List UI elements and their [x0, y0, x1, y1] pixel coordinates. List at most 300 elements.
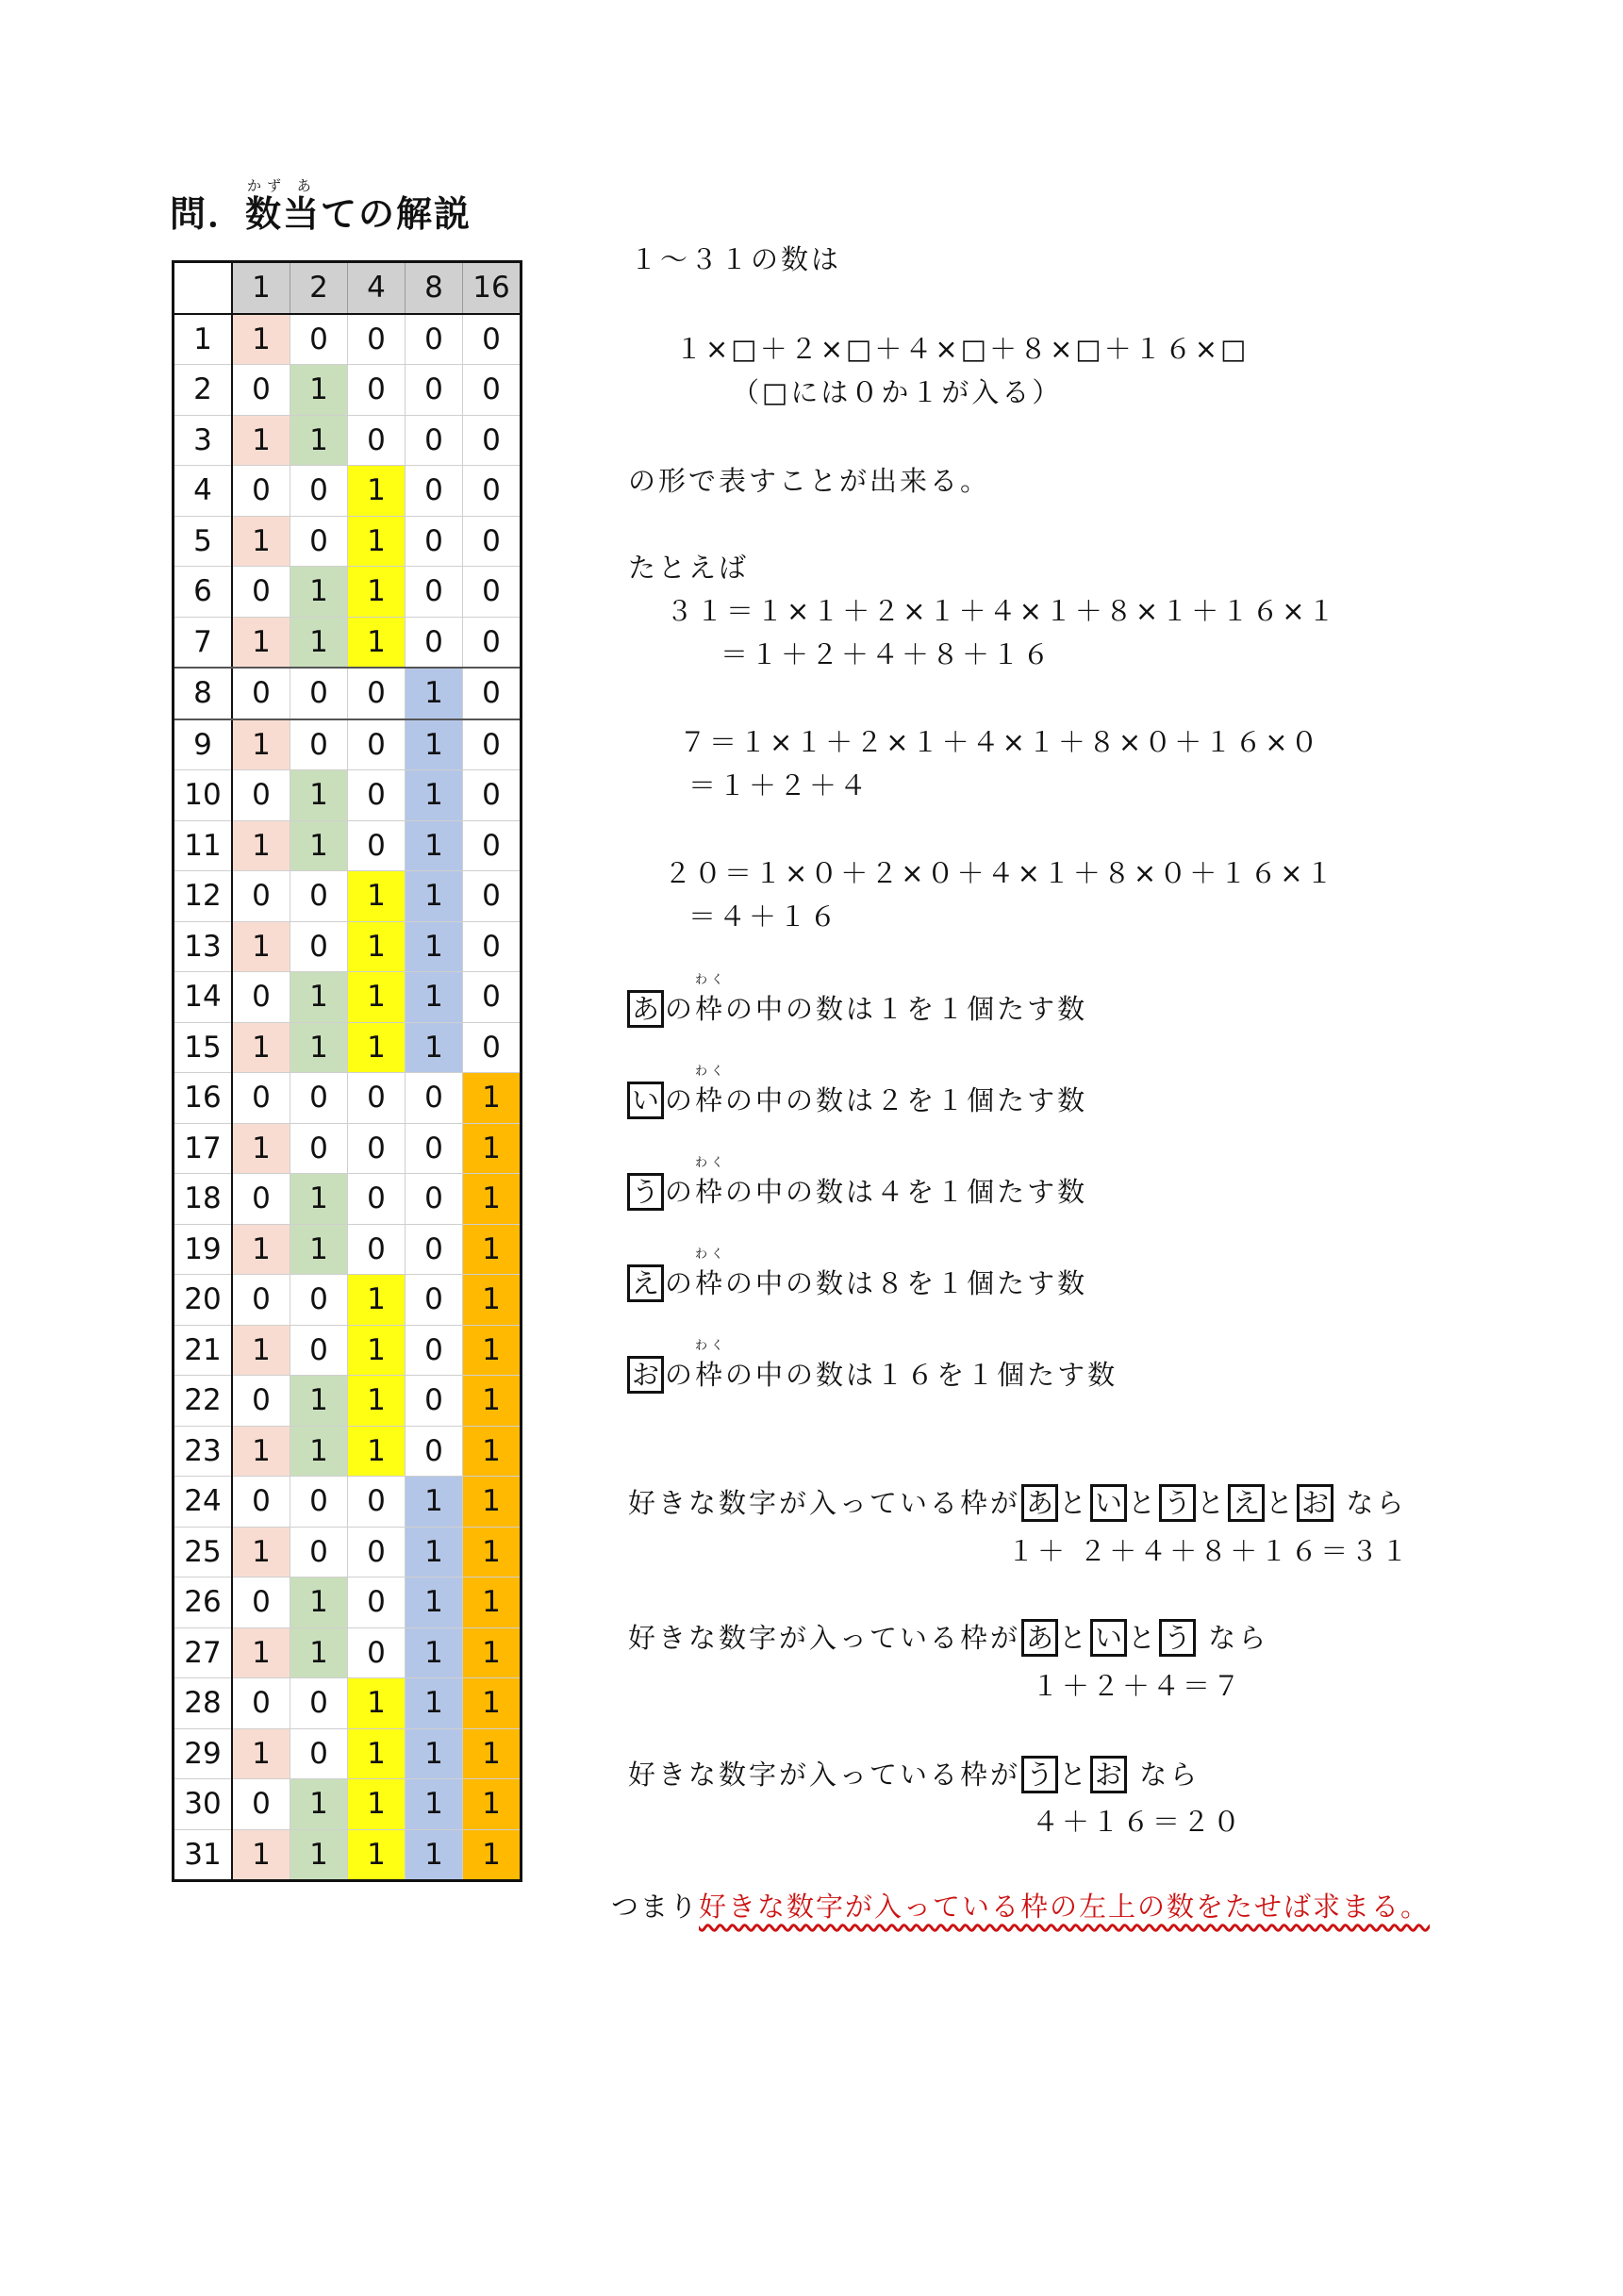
- bit-cell-2: 1: [290, 1627, 348, 1678]
- waku-kanji: 枠: [695, 1176, 726, 1208]
- bit-cell-2: 1: [290, 770, 348, 821]
- frame-text-a: の中の数は: [725, 1176, 877, 1208]
- table-row: [174, 1275, 522, 1326]
- bit-cell-4: 0: [348, 1627, 406, 1678]
- bit-cell-1: 1: [232, 415, 290, 466]
- form-line: の形で表すことが出来る。: [628, 465, 991, 497]
- bit-cell-4: 0: [348, 1123, 406, 1174]
- row-number: 1: [174, 314, 233, 365]
- case-3-result: ４＋１６＝２０: [1032, 1806, 1244, 1838]
- frame-label-box: お: [627, 1356, 664, 1394]
- waku-with-ruby: [695, 1156, 728, 1210]
- waku-ruby: わく: [695, 973, 728, 987]
- bit-cell-1: 0: [232, 668, 290, 719]
- bit-cell-8: 0: [406, 415, 463, 466]
- bit-cell-4: 0: [348, 415, 406, 466]
- frame-number: ２: [876, 1084, 907, 1116]
- conclusion: [611, 1886, 1430, 1924]
- bit-cell-8: 1: [406, 1477, 463, 1528]
- table-row: [174, 921, 522, 972]
- row-number: 29: [174, 1728, 233, 1779]
- waku-with-ruby: [695, 1065, 728, 1118]
- bit-cell-4: 1: [348, 567, 406, 618]
- bit-cell-8: 0: [406, 567, 463, 618]
- example-20-line2: ＝４＋１６: [688, 900, 840, 933]
- bit-cell-1: 1: [232, 1728, 290, 1779]
- bit-cell-4: 1: [348, 1022, 406, 1073]
- bit-cell-1: 1: [232, 617, 290, 668]
- bit-cell-8: 1: [406, 1527, 463, 1577]
- table-row: [174, 314, 522, 365]
- table-row: [174, 1325, 522, 1376]
- bit-cell-2: 1: [290, 1829, 348, 1881]
- row-number: 16: [174, 1073, 233, 1124]
- frame-line: [626, 1156, 1088, 1211]
- table-row: [174, 1678, 522, 1729]
- row-number: 24: [174, 1477, 233, 1528]
- formula-note: （□には０か１が入る）: [732, 376, 1063, 408]
- table-row: [174, 1073, 522, 1124]
- bit-cell-2: 0: [290, 871, 348, 922]
- bit-cell-4: 0: [348, 314, 406, 365]
- case-3: [628, 1754, 1200, 1793]
- bit-cell-4: 0: [348, 365, 406, 416]
- bit-cell-4: 1: [348, 921, 406, 972]
- table-row: [174, 365, 522, 416]
- waku-with-ruby: [695, 973, 728, 1027]
- example-31-line1: ３１＝１×１＋２×１＋４×１＋８×１＋１６×１: [666, 595, 1338, 627]
- bit-cell-2: 0: [290, 466, 348, 517]
- bit-cell-16: 1: [463, 1123, 522, 1174]
- bit-cell-8: 0: [406, 1073, 463, 1124]
- bit-cell-16: 0: [463, 314, 522, 365]
- bit-cell-2: 1: [290, 1426, 348, 1477]
- waku-kanji: 枠: [695, 1359, 726, 1391]
- table-row: [174, 1376, 522, 1427]
- bit-cell-16: 1: [463, 1577, 522, 1628]
- box-o: お: [1090, 1756, 1127, 1793]
- frame-text-a: の中の数は: [725, 1359, 877, 1391]
- bit-cell-1: 0: [232, 567, 290, 618]
- table-row: [174, 770, 522, 821]
- bit-cell-1: 0: [232, 365, 290, 416]
- box-u: う: [1159, 1619, 1196, 1657]
- bit-cell-2: 0: [290, 1728, 348, 1779]
- header-8: 8: [406, 262, 463, 314]
- bit-cell-2: 1: [290, 972, 348, 1023]
- row-number: 3: [174, 415, 233, 466]
- row-number: 26: [174, 1577, 233, 1628]
- bit-cell-2: 1: [290, 365, 348, 416]
- table-row: [174, 1627, 522, 1678]
- table-row: [174, 1477, 522, 1528]
- page-title: 問．数当ての解説: [170, 193, 472, 235]
- bit-cell-4: 1: [348, 1325, 406, 1376]
- bit-cell-1: 1: [232, 1123, 290, 1174]
- table-row: [174, 1829, 522, 1881]
- bit-cell-16: 1: [463, 1073, 522, 1124]
- bit-cell-16: 1: [463, 1426, 522, 1477]
- bit-cell-8: 0: [406, 1325, 463, 1376]
- bit-cell-1: 0: [232, 1477, 290, 1528]
- table-row: [174, 1426, 522, 1477]
- table-row: [174, 1527, 522, 1577]
- bit-cell-8: 0: [406, 1426, 463, 1477]
- bit-cell-16: 1: [463, 1477, 522, 1528]
- row-number: 13: [174, 921, 233, 972]
- row-number: 8: [174, 668, 233, 719]
- bit-cell-8: 1: [406, 1678, 463, 1729]
- frame-label-box: う: [627, 1173, 664, 1211]
- bit-cell-4: 1: [348, 972, 406, 1023]
- bit-cell-4: 1: [348, 1779, 406, 1830]
- frame-number: １: [876, 993, 907, 1025]
- row-number: 2: [174, 365, 233, 416]
- bit-cell-1: 0: [232, 1174, 290, 1225]
- bit-cell-1: 1: [232, 719, 290, 770]
- frame-text-b: を１個たす数: [906, 1084, 1088, 1116]
- bit-cell-8: 0: [406, 1376, 463, 1427]
- row-number: 5: [174, 516, 233, 567]
- header-2: 2: [290, 262, 348, 314]
- case-suffix: なら: [1197, 1622, 1269, 1654]
- and-word: と: [1128, 1487, 1159, 1519]
- case-1: [628, 1482, 1406, 1522]
- bit-cell-8: 1: [406, 1728, 463, 1779]
- table-row: [174, 567, 522, 618]
- frame-no: の: [665, 1176, 696, 1208]
- row-number: 27: [174, 1627, 233, 1678]
- case-suffix: なら: [1128, 1759, 1201, 1791]
- waku-kanji: 枠: [695, 1084, 726, 1116]
- box-i: い: [1090, 1619, 1127, 1657]
- bit-cell-16: 0: [463, 719, 522, 770]
- bit-cell-1: 0: [232, 871, 290, 922]
- frame-line: [626, 1065, 1088, 1119]
- bit-cell-8: 1: [406, 1577, 463, 1628]
- bit-cell-16: 0: [463, 617, 522, 668]
- bit-cell-1: 0: [232, 1678, 290, 1729]
- table-row: [174, 1022, 522, 1073]
- bit-cell-16: 1: [463, 1627, 522, 1678]
- bit-cell-16: 1: [463, 1174, 522, 1225]
- frame-label-box: あ: [627, 990, 664, 1028]
- example-label: たとえば: [628, 552, 750, 584]
- bit-cell-16: 1: [463, 1527, 522, 1577]
- box-o: お: [1297, 1484, 1333, 1522]
- bit-cell-4: 1: [348, 466, 406, 517]
- table-row: [174, 972, 522, 1023]
- bit-cell-1: 1: [232, 1426, 290, 1477]
- bit-cell-8: 1: [406, 820, 463, 871]
- table-row: [174, 719, 522, 770]
- bit-cell-4: 1: [348, 1426, 406, 1477]
- bit-cell-8: 1: [406, 1829, 463, 1881]
- bit-cell-1: 1: [232, 1527, 290, 1577]
- row-number: 19: [174, 1224, 233, 1275]
- bit-cell-2: 0: [290, 1678, 348, 1729]
- frame-text-b: を１個たす数: [906, 1176, 1088, 1208]
- bit-cell-16: 1: [463, 1376, 522, 1427]
- bit-cell-1: 1: [232, 1829, 290, 1881]
- bit-cell-1: 0: [232, 972, 290, 1023]
- waku-ruby: わく: [695, 1247, 728, 1262]
- bit-cell-8: 1: [406, 972, 463, 1023]
- bit-cell-1: 1: [232, 1325, 290, 1376]
- and-word: と: [1197, 1487, 1228, 1519]
- frame-text-b: を１個たす数: [906, 993, 1088, 1025]
- box-u: う: [1021, 1756, 1058, 1793]
- bit-cell-16: 0: [463, 567, 522, 618]
- bit-cell-1: 0: [232, 1275, 290, 1326]
- bit-cell-16: 0: [463, 871, 522, 922]
- bit-cell-8: 1: [406, 871, 463, 922]
- case-prefix: 好きな数字が入っている枠が: [628, 1759, 1021, 1791]
- bit-cell-8: 0: [406, 466, 463, 517]
- bit-cell-16: 1: [463, 1829, 522, 1881]
- bit-cell-2: 1: [290, 820, 348, 871]
- waku-kanji: 枠: [695, 1267, 726, 1299]
- bit-cell-2: 1: [290, 567, 348, 618]
- conclusion-prefix: つまり: [611, 1891, 700, 1923]
- frame-line: [626, 1247, 1088, 1302]
- bit-cell-8: 0: [406, 314, 463, 365]
- bit-cell-4: 1: [348, 1376, 406, 1427]
- bit-cell-1: 0: [232, 770, 290, 821]
- bit-cell-2: 0: [290, 1325, 348, 1376]
- header-1: 1: [232, 262, 290, 314]
- example-7-line1: ７＝１×１＋２×１＋４×１＋８×０＋１６×０: [679, 726, 1321, 758]
- bit-cell-16: 1: [463, 1325, 522, 1376]
- case-1-result: １＋ ２＋４＋８＋１６＝３１: [1007, 1535, 1412, 1567]
- frame-text-a: の中の数は: [725, 1267, 877, 1299]
- frame-no: の: [665, 1084, 696, 1116]
- bit-cell-2: 1: [290, 1779, 348, 1830]
- example-20-line1: ２０＝１×０＋２×０＋４×１＋８×０＋１６×１: [664, 857, 1336, 889]
- bit-cell-2: 1: [290, 1577, 348, 1628]
- bit-cell-1: 0: [232, 1779, 290, 1830]
- box-a: あ: [1021, 1619, 1058, 1657]
- frame-no: の: [665, 1267, 696, 1299]
- row-number: 23: [174, 1426, 233, 1477]
- bit-cell-16: 1: [463, 1224, 522, 1275]
- number-table: [172, 260, 522, 1882]
- frame-text-b: を１個たす数: [906, 1267, 1088, 1299]
- row-number: 22: [174, 1376, 233, 1427]
- bit-cell-4: 1: [348, 516, 406, 567]
- waku-with-ruby: [695, 1247, 728, 1301]
- bit-cell-4: 0: [348, 820, 406, 871]
- waku-kanji: 枠: [695, 993, 726, 1025]
- bit-cell-2: 1: [290, 617, 348, 668]
- binary-table: [172, 260, 522, 1882]
- bit-cell-16: 0: [463, 972, 522, 1023]
- bit-cell-1: 0: [232, 1577, 290, 1628]
- bit-cell-16: 0: [463, 365, 522, 416]
- table-row: [174, 415, 522, 466]
- bit-cell-1: 1: [232, 820, 290, 871]
- row-number: 12: [174, 871, 233, 922]
- table-row: [174, 617, 522, 668]
- bit-cell-4: 1: [348, 871, 406, 922]
- bit-cell-8: 0: [406, 516, 463, 567]
- and-word: と: [1059, 1487, 1090, 1519]
- header-4: 4: [348, 262, 406, 314]
- row-number: 7: [174, 617, 233, 668]
- table-row: [174, 1779, 522, 1830]
- bit-cell-2: 0: [290, 1123, 348, 1174]
- bit-cell-2: 0: [290, 314, 348, 365]
- bit-cell-2: 1: [290, 1376, 348, 1427]
- bit-cell-8: 1: [406, 1627, 463, 1678]
- row-number: 30: [174, 1779, 233, 1830]
- bit-cell-8: 1: [406, 668, 463, 719]
- row-number: 20: [174, 1275, 233, 1326]
- bit-cell-1: 1: [232, 314, 290, 365]
- bit-cell-4: 0: [348, 1073, 406, 1124]
- frame-number: ８: [876, 1267, 907, 1299]
- frame-number: １６: [876, 1359, 937, 1391]
- box-e: え: [1228, 1484, 1265, 1522]
- bit-cell-4: 0: [348, 1224, 406, 1275]
- bit-cell-2: 0: [290, 1527, 348, 1577]
- conclusion-highlight: 好きな数字が入っている枠の左上の数をたせば求まる。: [699, 1891, 1431, 1923]
- bit-cell-16: 0: [463, 668, 522, 719]
- frame-label-box: え: [627, 1264, 664, 1302]
- bit-cell-8: 1: [406, 921, 463, 972]
- frame-text-b: を１個たす数: [936, 1359, 1118, 1391]
- table-body: [174, 314, 522, 1881]
- box-i: い: [1090, 1484, 1127, 1522]
- bit-cell-16: 0: [463, 921, 522, 972]
- bit-cell-2: 1: [290, 415, 348, 466]
- and-word: と: [1266, 1487, 1297, 1519]
- frame-line: [626, 1339, 1118, 1394]
- row-number: 14: [174, 972, 233, 1023]
- bit-cell-2: 0: [290, 1477, 348, 1528]
- table-row: [174, 516, 522, 567]
- row-number: 25: [174, 1527, 233, 1577]
- waku-ruby: わく: [695, 1156, 728, 1170]
- bit-cell-2: 1: [290, 1224, 348, 1275]
- bit-cell-1: 1: [232, 921, 290, 972]
- bit-cell-4: 0: [348, 1577, 406, 1628]
- bit-cell-8: 0: [406, 1275, 463, 1326]
- table-row: [174, 820, 522, 871]
- row-number: 28: [174, 1678, 233, 1729]
- bit-cell-2: 0: [290, 1073, 348, 1124]
- bit-cell-16: 0: [463, 1022, 522, 1073]
- row-number: 4: [174, 466, 233, 517]
- table-row: [174, 466, 522, 517]
- table-row: [174, 1728, 522, 1779]
- waku-ruby: わく: [695, 1339, 728, 1353]
- bit-cell-2: 0: [290, 921, 348, 972]
- and-word: と: [1128, 1622, 1159, 1654]
- bit-cell-4: 0: [348, 770, 406, 821]
- bit-cell-2: 0: [290, 668, 348, 719]
- box-u: う: [1159, 1484, 1196, 1522]
- row-number: 15: [174, 1022, 233, 1073]
- bit-cell-8: 0: [406, 1224, 463, 1275]
- case-2-result: １＋２＋４＝７: [1032, 1670, 1244, 1702]
- bit-cell-2: 0: [290, 516, 348, 567]
- table-corner: [174, 262, 233, 314]
- bit-cell-1: 1: [232, 516, 290, 567]
- bit-cell-8: 0: [406, 365, 463, 416]
- intro-text: １～３１の数は: [630, 243, 842, 275]
- bit-cell-8: 0: [406, 1123, 463, 1174]
- bit-cell-16: 0: [463, 466, 522, 517]
- bit-cell-8: 1: [406, 719, 463, 770]
- bit-cell-16: 0: [463, 770, 522, 821]
- frame-no: の: [665, 1359, 696, 1391]
- and-word: と: [1059, 1622, 1090, 1654]
- row-number: 6: [174, 567, 233, 618]
- row-number: 31: [174, 1829, 233, 1881]
- bit-cell-4: 1: [348, 1829, 406, 1881]
- bit-cell-4: 1: [348, 1678, 406, 1729]
- table-row: [174, 668, 522, 719]
- bit-cell-16: 0: [463, 516, 522, 567]
- row-number: 21: [174, 1325, 233, 1376]
- row-number: 9: [174, 719, 233, 770]
- bit-cell-1: 1: [232, 1022, 290, 1073]
- bit-cell-8: 1: [406, 1779, 463, 1830]
- waku-with-ruby: [695, 1339, 728, 1393]
- bit-cell-4: 0: [348, 1527, 406, 1577]
- bit-cell-1: 1: [232, 1627, 290, 1678]
- frame-label-box: い: [627, 1082, 664, 1119]
- bit-cell-1: 0: [232, 466, 290, 517]
- table-header-row: [174, 262, 522, 314]
- bit-cell-8: 1: [406, 1022, 463, 1073]
- box-a: あ: [1021, 1484, 1058, 1522]
- bit-cell-16: 1: [463, 1275, 522, 1326]
- bit-cell-2: 0: [290, 1275, 348, 1326]
- bit-cell-16: 1: [463, 1678, 522, 1729]
- table-row: [174, 1123, 522, 1174]
- bit-cell-4: 0: [348, 1174, 406, 1225]
- bit-cell-4: 1: [348, 1275, 406, 1326]
- bit-cell-4: 0: [348, 668, 406, 719]
- bit-cell-1: 0: [232, 1376, 290, 1427]
- frame-text-a: の中の数は: [725, 993, 877, 1025]
- bit-cell-4: 0: [348, 719, 406, 770]
- bit-cell-4: 1: [348, 1728, 406, 1779]
- formula-text: １×□＋２×□＋４×□＋８×□＋１６×□: [675, 333, 1250, 365]
- bit-cell-2: 0: [290, 719, 348, 770]
- frame-text-a: の中の数は: [725, 1084, 877, 1116]
- case-2: [628, 1617, 1268, 1657]
- frame-number: ４: [876, 1176, 907, 1208]
- bit-cell-16: 1: [463, 1728, 522, 1779]
- bit-cell-8: 1: [406, 770, 463, 821]
- bit-cell-4: 0: [348, 1477, 406, 1528]
- case-prefix: 好きな数字が入っている枠が: [628, 1487, 1021, 1519]
- bit-cell-2: 1: [290, 1174, 348, 1225]
- waku-ruby: わく: [695, 1065, 728, 1079]
- bit-cell-8: 0: [406, 617, 463, 668]
- bit-cell-4: 1: [348, 617, 406, 668]
- bit-cell-2: 1: [290, 1022, 348, 1073]
- bit-cell-16: 0: [463, 820, 522, 871]
- case-suffix: なら: [1334, 1487, 1407, 1519]
- case-prefix: 好きな数字が入っている枠が: [628, 1622, 1021, 1654]
- table-row: [174, 871, 522, 922]
- title-ruby: かず あ: [247, 177, 317, 194]
- bit-cell-16: 1: [463, 1779, 522, 1830]
